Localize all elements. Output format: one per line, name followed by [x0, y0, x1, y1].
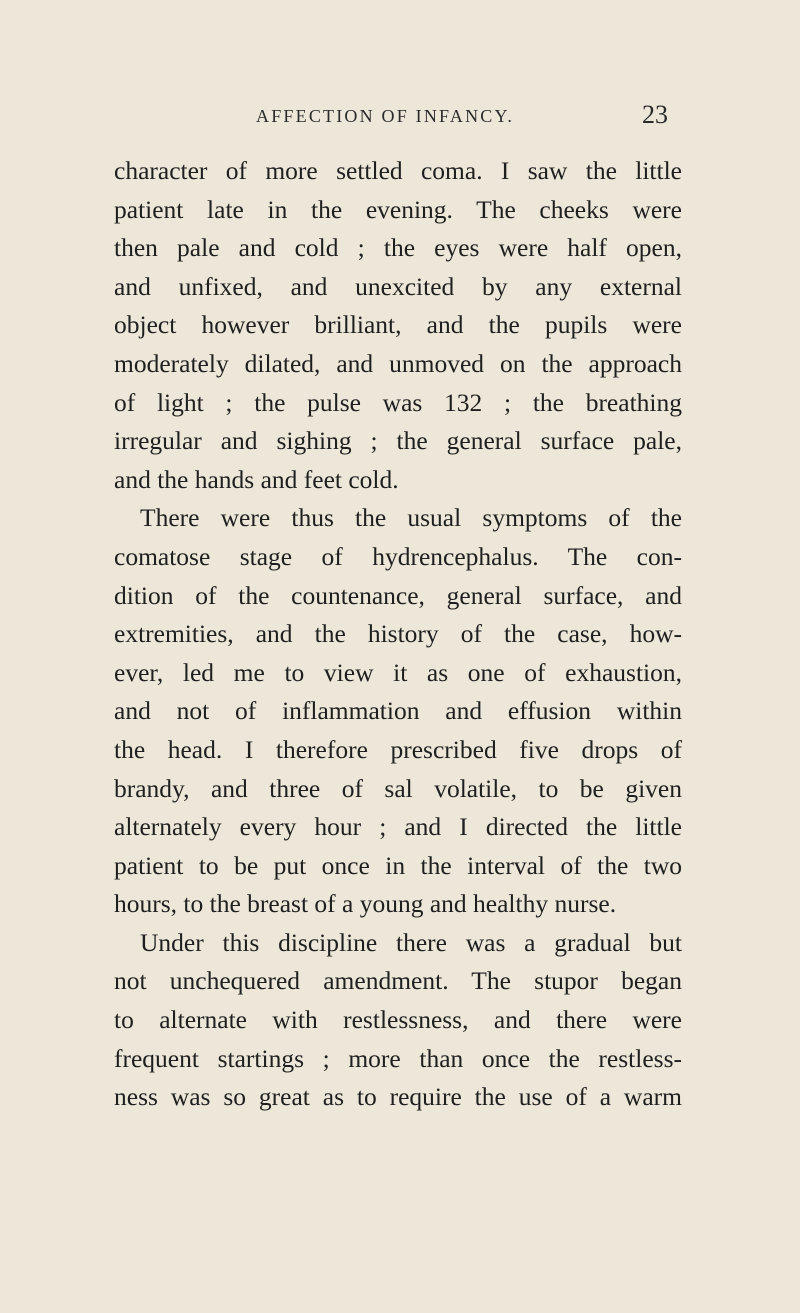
text-line: comatose stage of hydrencephalus. The con- — [114, 541, 682, 571]
text-line: ness was so great as to require the use of a warm — [114, 1082, 682, 1112]
paragraph-end-line: hours, to the breast of a young and healthy nurse. — [114, 889, 617, 919]
text-line: character of more settled coma. I saw the little — [114, 156, 682, 185]
text-line: brandy, and three of sal volatile, to be given — [114, 773, 682, 803]
text-line: extremities, and the history of the case, how- — [114, 619, 682, 649]
text-line: frequent startings ; more than once the restless- — [114, 1043, 682, 1073]
text-line: not unchequered amendment. The stupor began — [114, 966, 682, 996]
text-line: object however brilliant, and the pupils were — [114, 310, 682, 340]
text-line: dition of the countenance, general surface, and — [114, 580, 682, 610]
text-line: to alternate with restlessness, and there were — [114, 1005, 682, 1035]
running-title: AFFECTION OF INFANCY. — [256, 106, 515, 126]
text-line: and not of inflammation and effusion within — [114, 696, 682, 726]
running-header — [0, 100, 800, 130]
page-number: 23 — [642, 100, 668, 129]
text-line: patient to be put once in the interval of the two — [114, 850, 682, 880]
text-line: irregular and sighing ; the general surface pale, — [114, 426, 682, 456]
body-text — [114, 152, 682, 1117]
paragraph-end-line: and the hands and feet cold. — [114, 464, 399, 494]
paragraph-start-line: Under this discipline there was a gradual but — [140, 927, 682, 957]
text-line: and unfixed, and unexcited by any external — [114, 271, 682, 301]
text-line: moderately dilated, and unmoved on the approach — [114, 348, 682, 378]
text-line: the head. I therefore prescribed five drops of — [114, 734, 682, 764]
paragraph-start-line: There were thus the usual symptoms of the — [140, 503, 682, 533]
text-line: alternately every hour ; and I directed the little — [114, 812, 682, 842]
text-line: of light ; the pulse was 132 ; the breathing — [114, 387, 682, 417]
text-line: ever, led me to view it as one of exhaustion, — [114, 657, 682, 687]
text-line: patient late in the evening. The cheeks were — [114, 194, 682, 224]
text-line: then pale and cold ; the eyes were half open, — [114, 233, 682, 263]
